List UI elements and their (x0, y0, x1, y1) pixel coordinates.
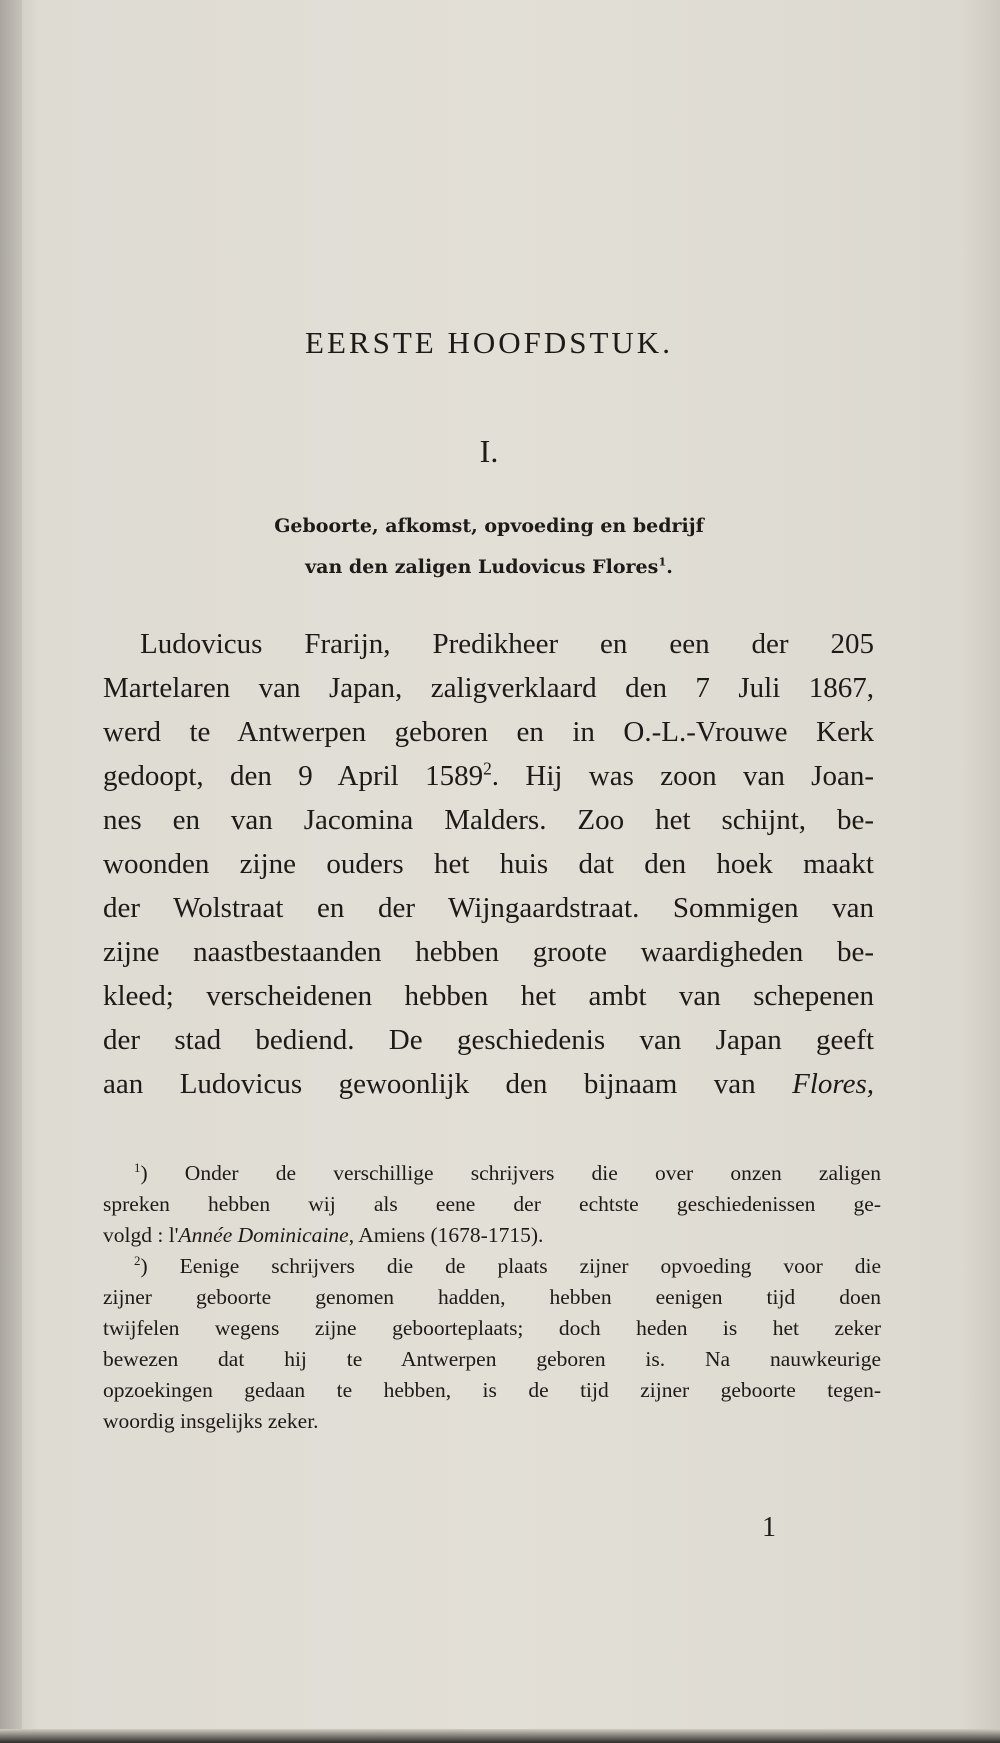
heading-period: . (666, 556, 673, 578)
chapter-title: EERSTE HOOFDSTUK. (305, 325, 673, 360)
footnote-line: woordig insgelijks zeker. (103, 1409, 319, 1433)
footnote-line: spreken hebben wij als eene der echtste geschiedenissen ge- (103, 1192, 881, 1216)
body-text-span: . Hij was zoon van Joan- (491, 760, 874, 792)
section-heading-line-2 (0, 556, 978, 578)
footnote-text: ) Onder de verschillige schrijvers die over onzen zaligen (140, 1161, 881, 1185)
footnote-italic: Année Dominicaine (178, 1223, 349, 1247)
body-italic-span: Flores, (792, 1068, 874, 1100)
footnote-marker: 2 (134, 1253, 141, 1268)
footnote-line (103, 1222, 881, 1248)
footnote-text: volgd : l' (103, 1223, 179, 1247)
body-line: der Wolstraat en der Wijngaardstraat. Sommigen van (103, 892, 874, 924)
section-heading-line-1: Geboorte, afkomst, opvoeding en bedrijf (274, 515, 704, 537)
body-line: Ludovicus Frarijn, Predikheer en een der 205 (140, 628, 874, 660)
footnote-marker: 1 (134, 1160, 141, 1175)
section-number: I. (479, 433, 499, 469)
body-line: woonden zijne ouders het huis dat den hoek maakt (103, 848, 874, 880)
body-line: der stad bediend. De geschiedenis van Japan geeft (103, 1024, 874, 1056)
footnote-text: , Amiens (1678-1715). (348, 1223, 544, 1247)
body-line: zijne naastbestaanden hebben groote waardigheden be- (103, 936, 874, 968)
body-line: nes en van Jacomina Malders. Zoo het schijnt, be- (103, 804, 874, 836)
body-line: kleed; verscheidenen hebben het ambt van schepenen (103, 980, 874, 1012)
footnote-line: opzoekingen gedaan te hebben, is de tijd zijner geboorte tegen- (103, 1378, 881, 1402)
footnote-text: ) Eenige schrijvers die de plaats zijner opvoeding voor die (140, 1254, 881, 1278)
footnote-line: bewezen dat hij te Antwerpen geboren is. Na nauwkeurige (103, 1347, 881, 1371)
body-line (103, 1067, 874, 1101)
page-gutter-shadow (0, 0, 22, 1743)
body-text-span: gedoopt, den 9 April 1589 (103, 760, 484, 792)
body-line: Martelaren van Japan, zaligverklaard den 7 Juli 1867, (103, 672, 874, 704)
footnote-line (134, 1253, 881, 1279)
footnote-line (134, 1160, 881, 1186)
body-line (103, 759, 874, 793)
footnote-ref-1: 1 (658, 554, 667, 569)
body-text-span: aan Ludovicus gewoonlijk den bijnaam van (103, 1068, 756, 1100)
page-number: 1 (762, 1512, 776, 1543)
footnote-line: zijner geboorte genomen hadden, hebben eenigen tijd doen (103, 1285, 881, 1309)
footnote-ref-2: 2 (483, 758, 492, 779)
body-line: werd te Antwerpen geboren en in O.-L.-Vrouwe Kerk (103, 716, 874, 748)
page-bottom-edge (0, 1729, 1000, 1743)
heading-text: van den zaligen Ludovicus Flores (305, 556, 659, 578)
footnote-line: twijfelen wegens zijne geboorteplaats; doch heden is het zeker (103, 1316, 881, 1340)
